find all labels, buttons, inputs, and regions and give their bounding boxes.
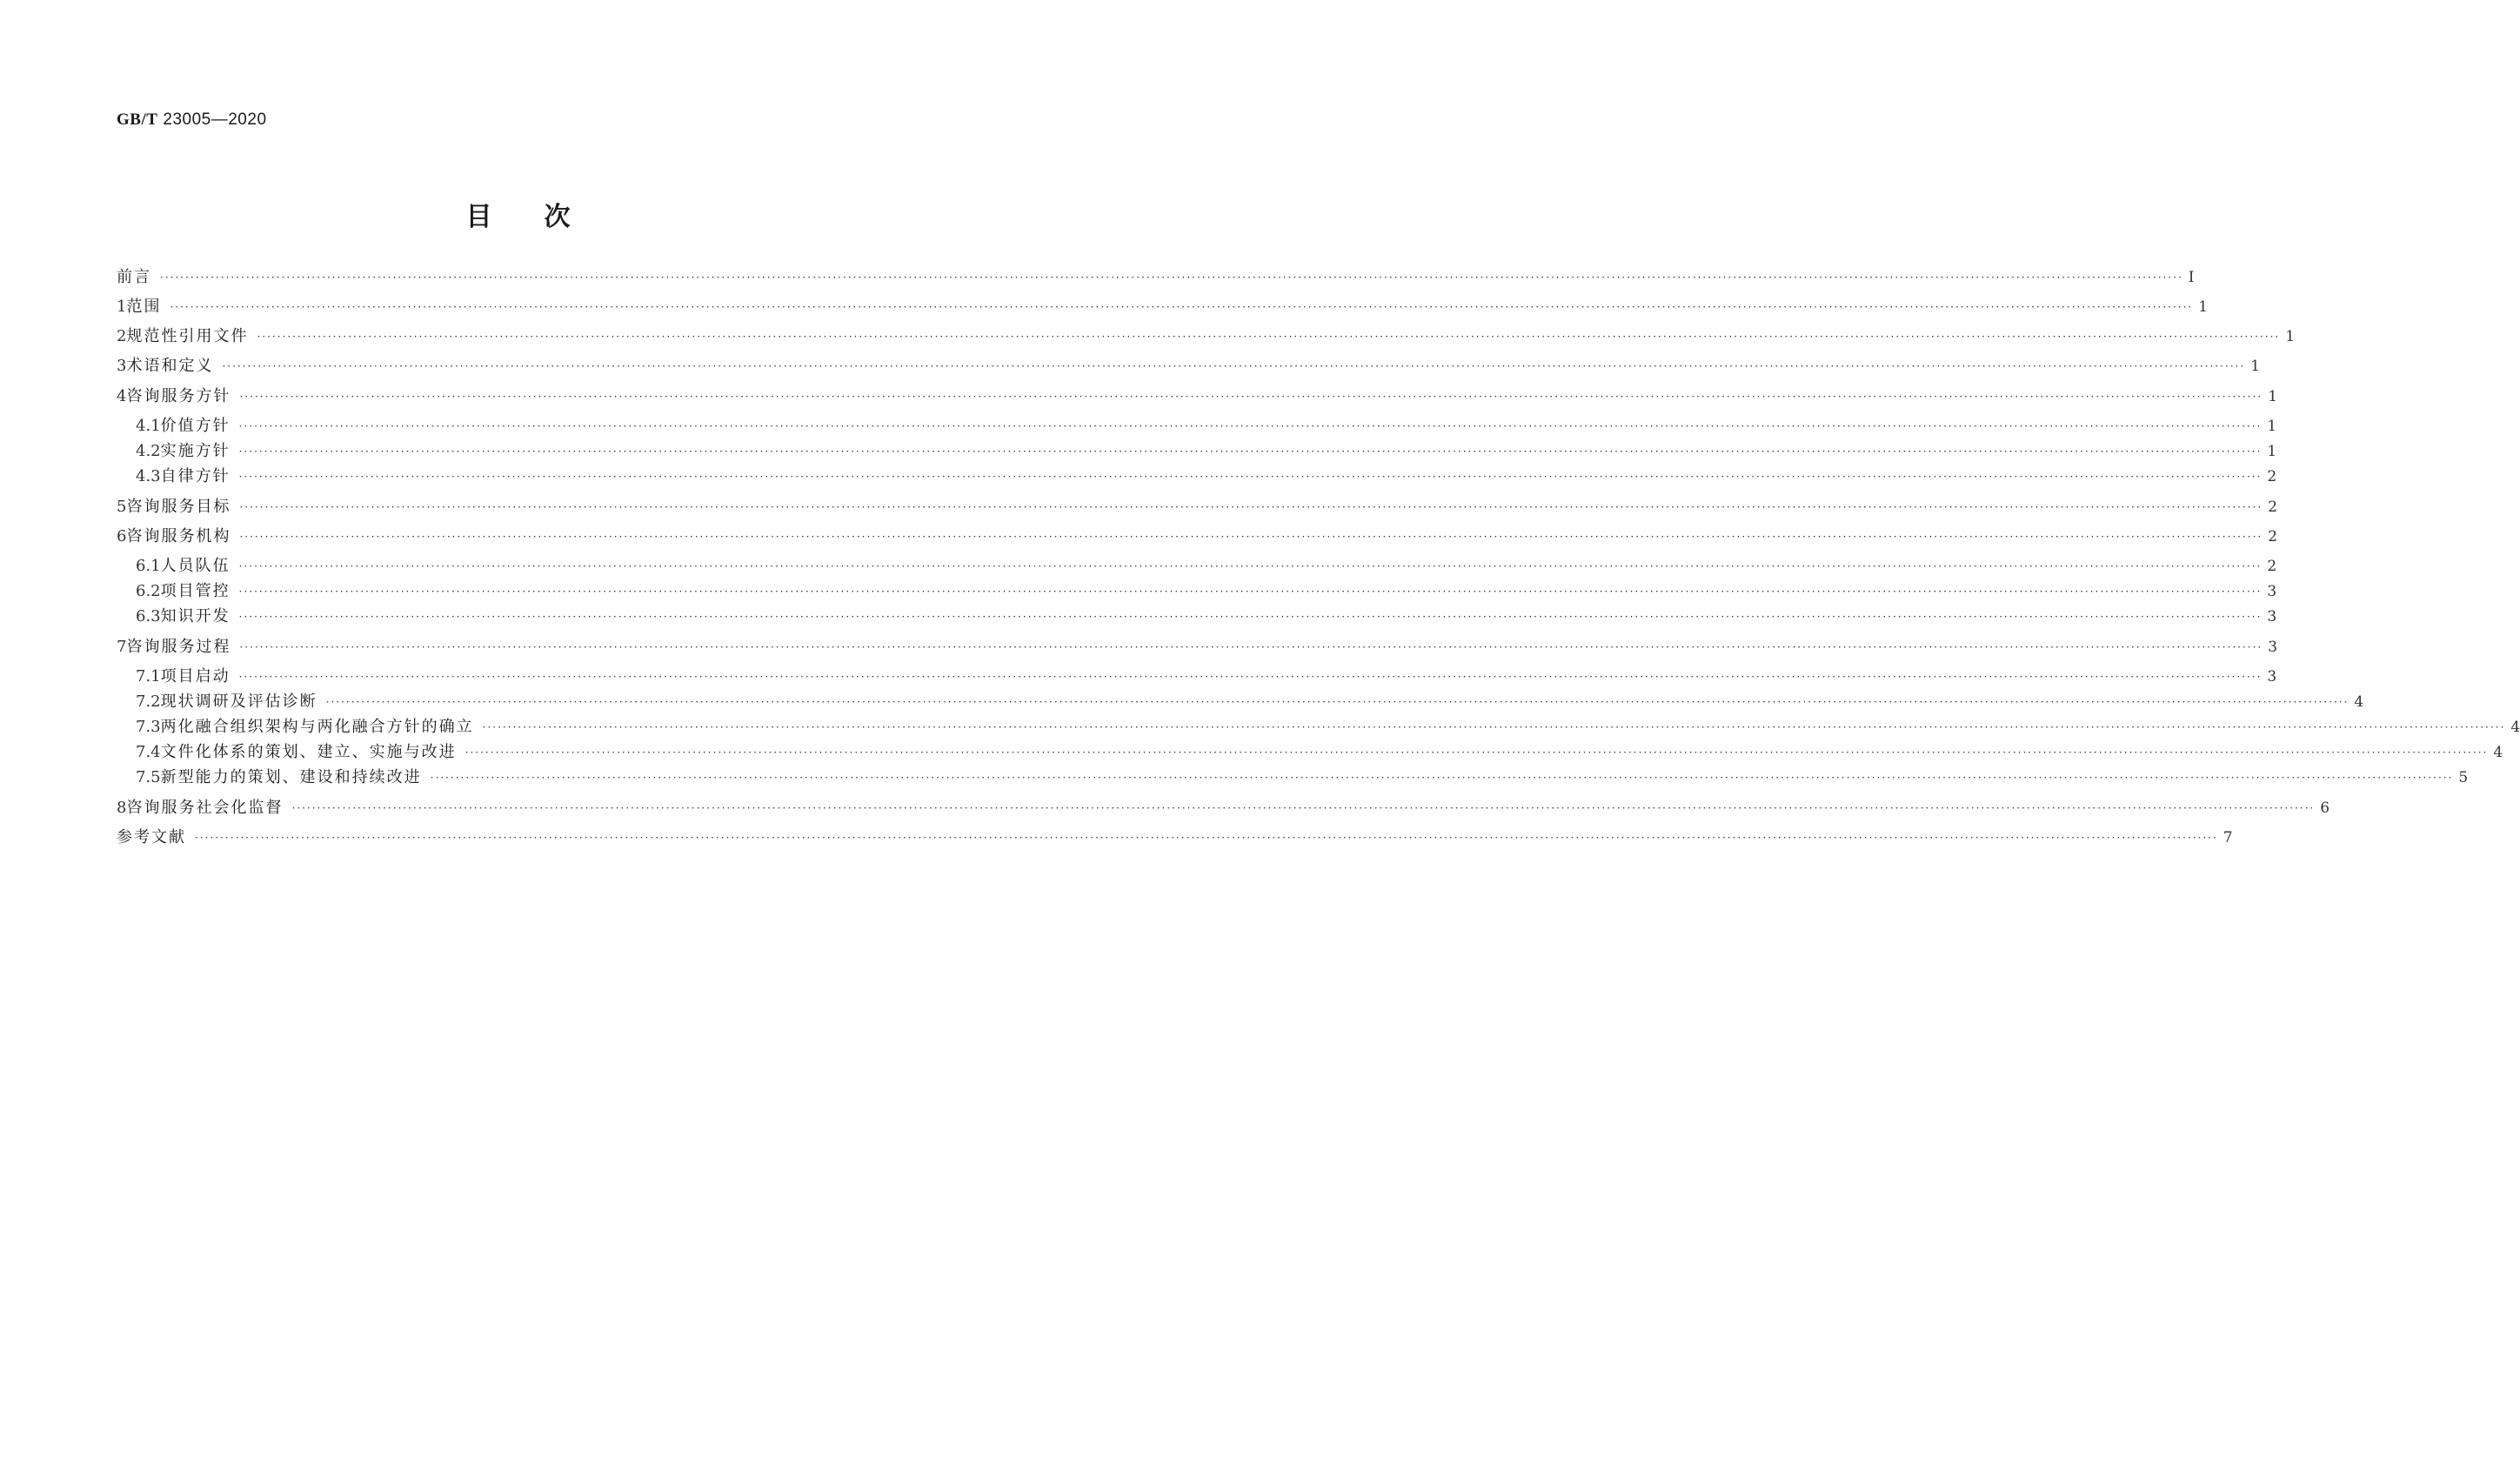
toc-entry[interactable]	[117, 355, 2261, 378]
toc-page-number: 3	[2267, 608, 2277, 625]
toc-entry-label: 项目启动	[160, 667, 231, 686]
toc-entry[interactable]	[117, 605, 2277, 628]
toc-entry-number: 4	[117, 387, 127, 405]
toc-leader-dots: ················································································································································································································································································································································································································	[482, 721, 2506, 733]
toc-entry-number: 2	[117, 327, 127, 345]
toc-entry[interactable]	[117, 465, 2277, 488]
toc-entry-number: 7.2	[136, 692, 161, 711]
toc-entry[interactable]	[117, 266, 2195, 289]
toc-leader-dots: ················································································································································································································································································································································································································	[239, 531, 2263, 543]
toc-entry-number: 6.2	[136, 582, 161, 600]
toc-entry-label: 知识开发	[160, 607, 231, 625]
toc-leader-dots: ················································································································································································································································································································································································································	[238, 420, 2263, 432]
toc-leader-dots: ················································································································································································································································································································································································································	[239, 641, 2263, 653]
toc-page-number: 1	[2250, 358, 2261, 375]
toc-entry-label: 术语和定义	[126, 357, 214, 375]
toc-entry[interactable]	[117, 296, 2209, 318]
toc-leader-dots: ················································································································································································································································································································································································································	[257, 331, 2281, 343]
toc-leader-dots: ················································································································································································································································································································································································································	[239, 391, 2263, 403]
title-char-1: 目	[465, 202, 492, 232]
toc-entry-label: 咨询服务目标	[126, 498, 231, 516]
toc-leader-dots: ················································································································································································································································································································································································································	[222, 360, 2246, 372]
toc-page-number: 4	[2510, 719, 2520, 736]
toc-entry-label: 人员队伍	[160, 557, 231, 575]
toc-page-number: Ⅰ	[2188, 269, 2195, 286]
toc-entry-label: 项目管控	[160, 582, 231, 600]
toc-page-number: 1	[2267, 418, 2277, 435]
toc-entry[interactable]	[117, 385, 2278, 408]
toc-entry-number: 7.3	[136, 718, 161, 736]
toc-leader-dots: ················································································································································································································································································································································································································	[238, 560, 2263, 572]
toc-page-number: 2	[2267, 558, 2277, 575]
toc-page-number: 7	[2223, 829, 2233, 846]
toc-leader-dots: ················································································································································································································································································································································································································	[238, 585, 2263, 598]
toc-leader-dots: ················································································································································································································································································································································································································	[291, 802, 2316, 814]
toc-entry[interactable]	[117, 440, 2277, 463]
standard-code: 23005—2020	[163, 110, 267, 129]
toc-page-number: 4	[2354, 693, 2364, 711]
toc-entry-number: 4.2	[136, 442, 161, 460]
toc-leader-dots: ················································································································································································································································································································································································································	[160, 271, 2183, 284]
toc-entry[interactable]	[117, 325, 2296, 348]
toc-page-number: 3	[2268, 639, 2278, 656]
toc-entry[interactable]	[117, 716, 2520, 739]
toc-leader-dots: ················································································································································································································································································································································································································	[195, 832, 2218, 844]
toc-entry[interactable]	[117, 666, 2277, 688]
toc-page-number: 1	[2285, 328, 2296, 345]
toc-entry-number: 4.1	[136, 417, 161, 435]
toc-entry-number: 6.1	[136, 557, 161, 575]
toc-leader-dots: ················································································································································································································································································································································································································	[238, 471, 2263, 483]
toc-entry-label: 价值方针	[160, 417, 231, 435]
toc-leader-dots: ················································································································································································································································································································································································································	[238, 671, 2263, 683]
toc-entry-label: 咨询服务方针	[126, 387, 231, 405]
toc-entry[interactable]	[117, 797, 2330, 819]
toc-entry[interactable]	[117, 826, 2233, 849]
toc-entry-number: 4.3	[136, 467, 161, 485]
toc-leader-dots: ················································································································································································································································································································································································································	[325, 696, 2350, 708]
toc-entry-number: 7.4	[136, 743, 161, 761]
toc-entry[interactable]	[117, 691, 2364, 713]
toc-entry-label: 新型能力的策划、建设和持续改进	[160, 768, 422, 786]
toc-entry-label: 现状调研及评估诊断	[160, 692, 318, 711]
toc-entry[interactable]	[117, 555, 2277, 578]
toc-entry-label: 参考文献	[117, 828, 186, 846]
toc-entry-label: 咨询服务机构	[126, 527, 231, 545]
toc-entry-label: 文件化体系的策划、建立、实施与改进	[160, 743, 457, 761]
toc-page-number: 2	[2268, 528, 2278, 545]
toc-entry-label: 自律方针	[160, 467, 231, 485]
toc-entry-label: 实施方针	[160, 442, 231, 460]
toc-entry-label: 两化融合组织架构与两化融合方针的确立	[160, 718, 474, 736]
toc-entry[interactable]	[117, 415, 2277, 438]
toc-page-number: 5	[2458, 769, 2469, 786]
toc-page-number: 2	[2268, 498, 2278, 516]
title-char-2: 次	[544, 202, 571, 232]
toc-entry[interactable]	[117, 741, 2503, 764]
toc-page-number: 2	[2267, 468, 2277, 485]
toc-page-number: 4	[2493, 744, 2503, 761]
toc-leader-dots: ················································································································································································································································································································································································································	[465, 746, 2489, 759]
toc-entry-number: 7.1	[136, 667, 161, 686]
toc-entry-number: 1	[117, 298, 127, 316]
toc-entry-label: 咨询服务过程	[126, 638, 231, 656]
toc-entry[interactable]	[117, 496, 2278, 518]
toc-entry-number: 5	[117, 498, 127, 516]
toc-page-number: 1	[2198, 298, 2209, 316]
toc-leader-dots: ················································································································································································································································································································································································································	[430, 772, 2454, 784]
toc-page-number: 1	[2267, 443, 2277, 460]
toc-leader-dots: ················································································································································································································································································································································································································	[238, 611, 2263, 623]
toc-entry-label: 规范性引用文件	[126, 327, 249, 345]
toc-leader-dots: ················································································································································································································································································································································································································	[238, 445, 2263, 458]
page-title	[0, 195, 1036, 233]
toc-entry[interactable]	[117, 525, 2278, 548]
toc-entry-number: 7	[117, 638, 127, 656]
toc-entry[interactable]	[117, 766, 2469, 789]
toc-leader-dots: ················································································································································································································································································································································································································	[239, 501, 2263, 513]
toc-entry-number: 6	[117, 527, 127, 545]
toc-page-number: 1	[2268, 388, 2278, 405]
toc-page-number: 3	[2267, 668, 2277, 686]
toc-page-number: 3	[2267, 583, 2277, 600]
toc-entry-number: 7.5	[136, 768, 161, 786]
toc-entry-label: 范围	[126, 298, 162, 316]
toc-entry[interactable]	[117, 580, 2277, 603]
toc-entry-number: 6.3	[136, 607, 161, 625]
toc-entry-label: 前言	[117, 268, 151, 286]
toc-entry-number: 3	[117, 357, 127, 375]
toc-entry-number: 8	[117, 799, 127, 817]
standard-prefix: GB/T	[117, 110, 158, 129]
toc-leader-dots: ················································································································································································································································································································································································································	[170, 301, 2194, 313]
toc-page-number: 6	[2320, 799, 2330, 817]
toc-entry[interactable]	[117, 636, 2278, 659]
toc-entry-label: 咨询服务社会化监督	[126, 799, 284, 817]
document-header	[117, 110, 267, 130]
